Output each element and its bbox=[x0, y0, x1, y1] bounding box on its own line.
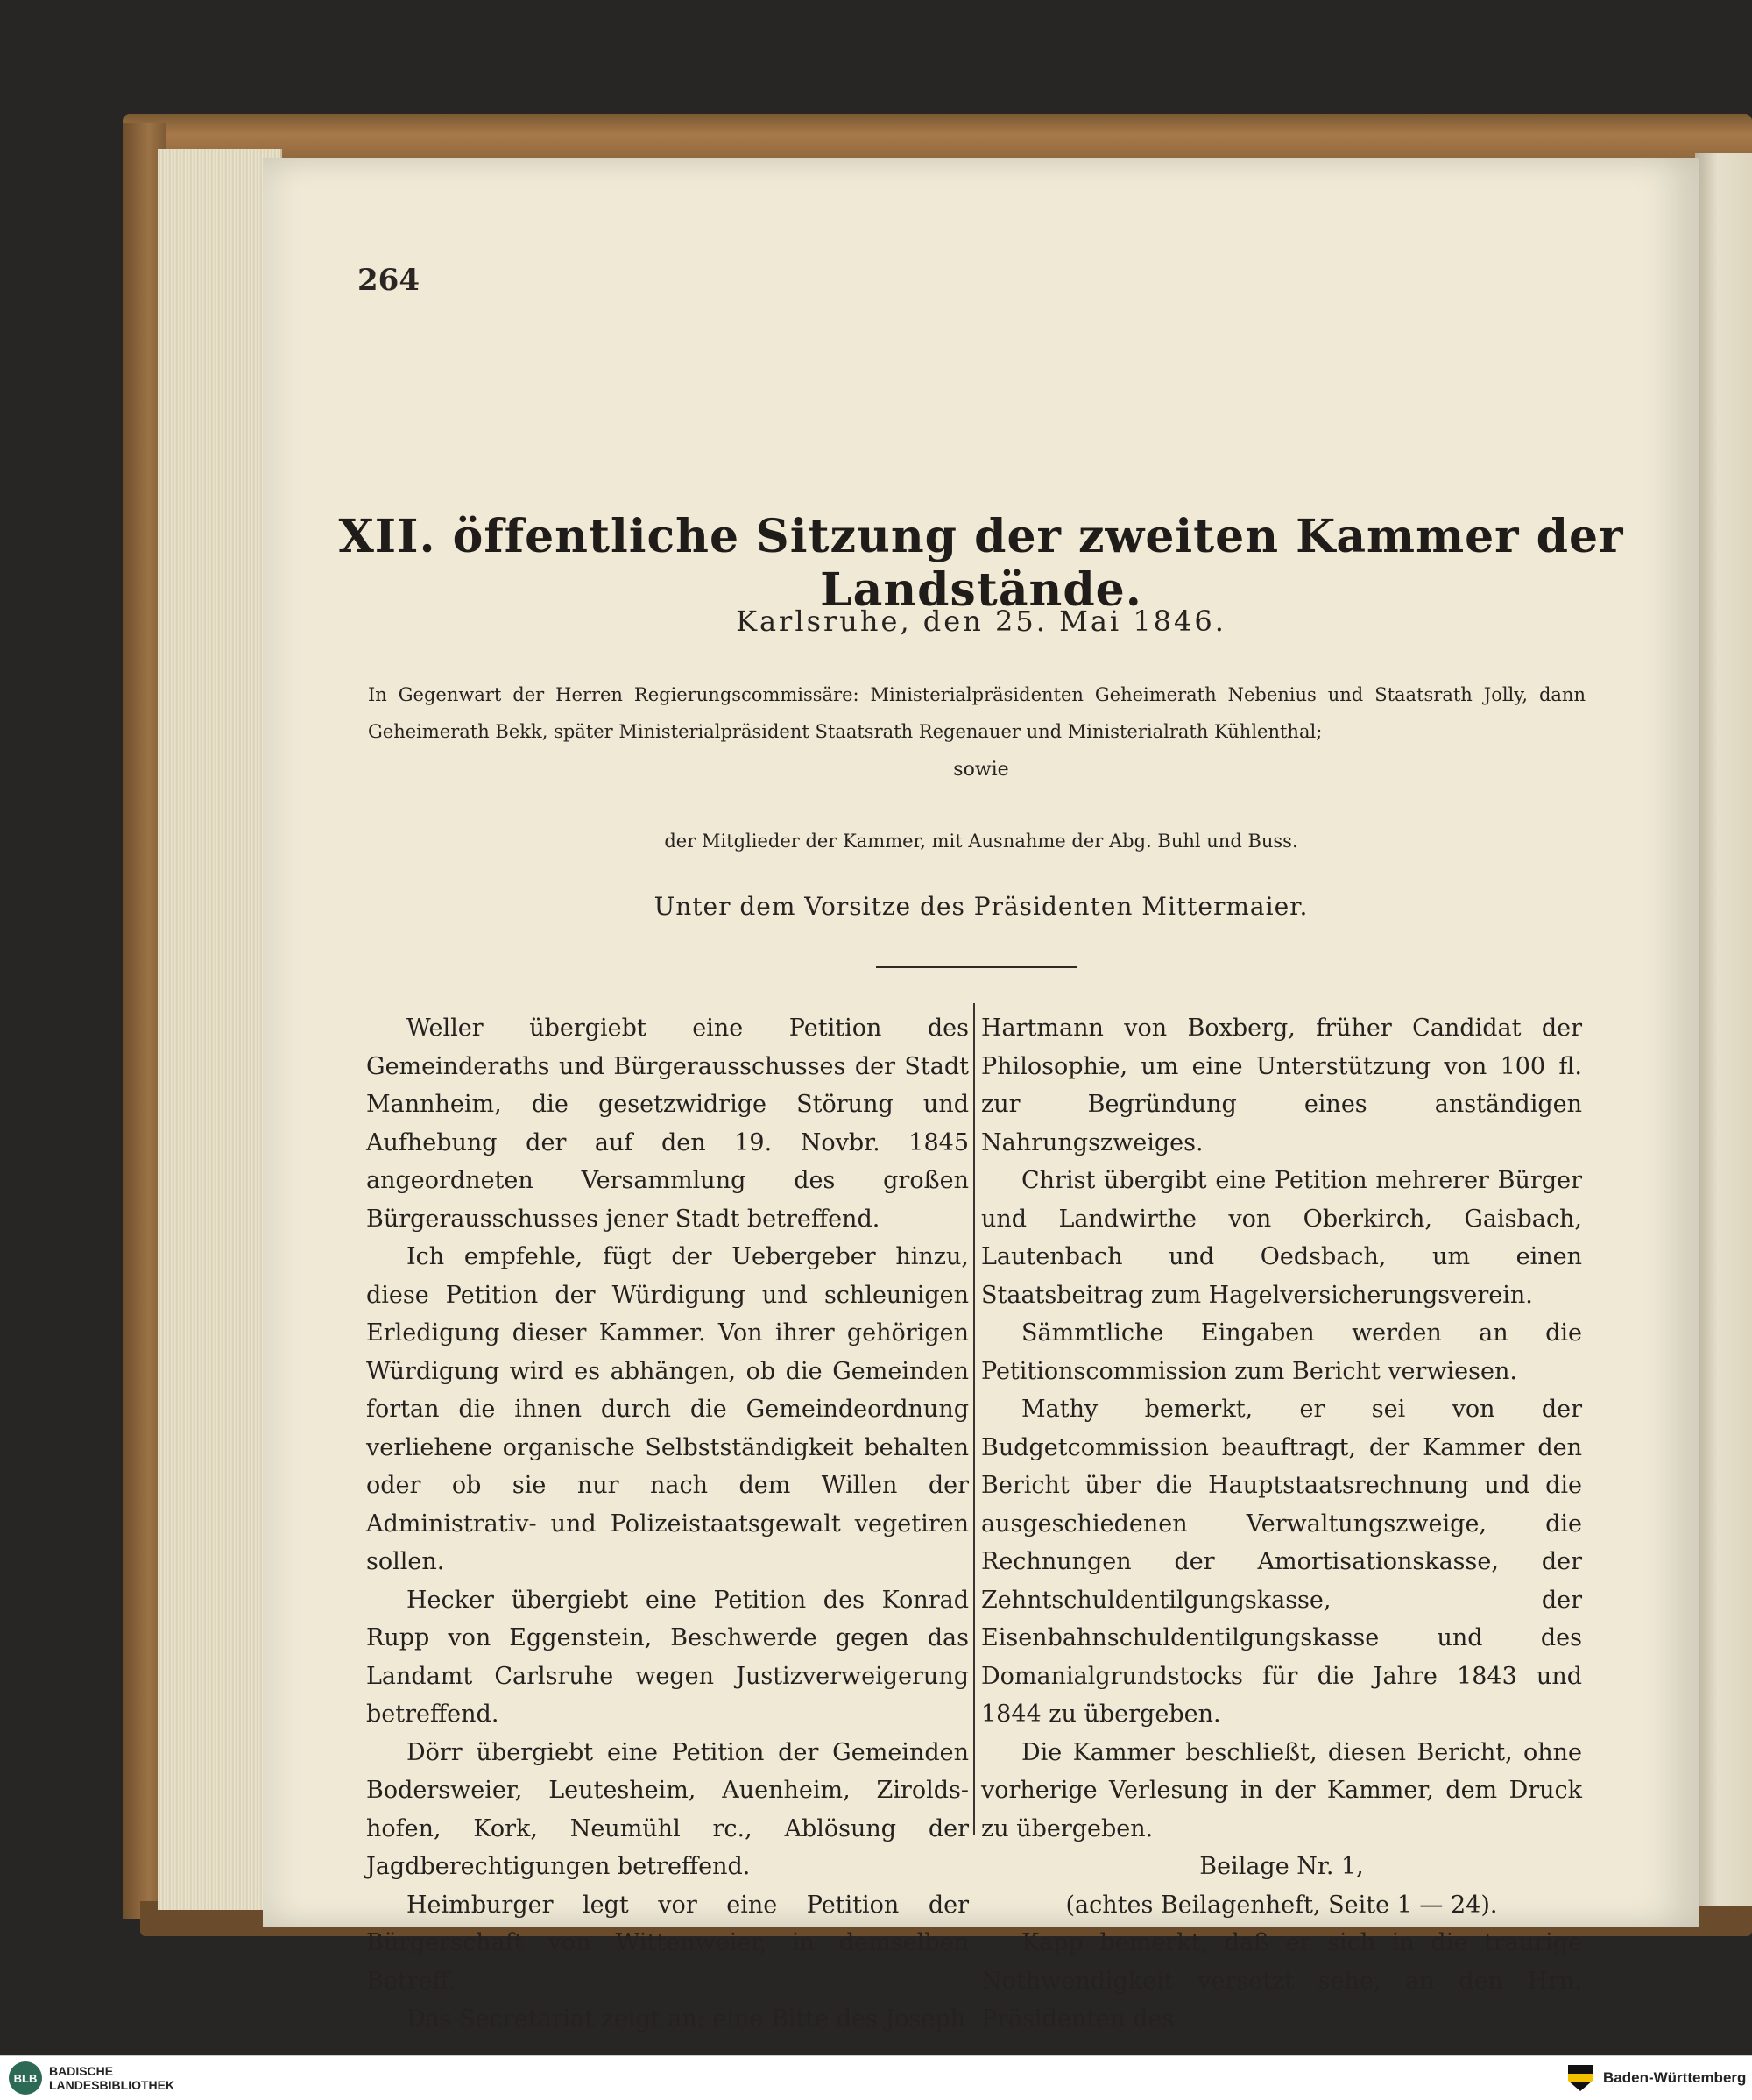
left-column bbox=[366, 1009, 969, 2039]
paragraph: Sämmtliche Eingaben werden an die Petitionscommission zum Bericht verwiesen. bbox=[981, 1319, 1582, 1385]
paragraph: (achtes Beilagenheft, Seite 1 — 24). bbox=[1065, 1891, 1498, 1919]
paragraph: Heimburger legt vor eine Petition der Bürgerschaft von Wittenweier, in demselben Betreff. bbox=[366, 1891, 969, 1995]
paragraph: Ich empfehle, fügt der Uebergeber hinzu, diese Petition der Würdigung und schleunigen Erledigung dieser Kammer. Von ihrer gehörigen Würdigung wird es abhängen, ob die Gemeinden fortan die ihnen durch die Gemeindeordnung verliehene organische Selbstständigkeit behalten oder ob sie nur nach dem Willen der Administrativ- und Polizeistaatsgewalt vegetiren sollen. bbox=[366, 1243, 969, 1575]
paragraph: Mathy bemerkt, er sei von der Budgetcommission beauftragt, der Kammer den Bericht über die Hauptstaatsrechnung und die ausgeschiedenen Verwaltungszweige, die Rechnungen der Amortisationskasse, der Zehntschuldentilgungskasse, der Eisenbahnschuldentilgungskasse und des Domanialgrundstocks für die Jahre 1843 und 1844 zu übergeben. bbox=[981, 1396, 1582, 1728]
paragraph: Christ übergibt eine Petition mehrerer Bürger und Landwirthe von Oberkirch, Gaisbach, Lautenbach und Oedsbach, um einen Staatsbeitrag zum Hagelversicherungsverein. bbox=[981, 1167, 1582, 1309]
footer-bar bbox=[0, 2055, 1752, 2100]
state-name: Baden-Württemberg bbox=[1603, 2069, 1747, 2086]
members-line: der Mitglieder der Kammer, mit Ausnahme der Abg. Buhl und Buss. bbox=[664, 831, 1298, 852]
dateline: Karlsruhe, den 25. Mai 1846. bbox=[736, 605, 1226, 638]
paragraph: Hartmann von Boxberg, früher Candidat der Philosophie, um eine Unterstützung von 100 fl. zur Begründung eines anständigen Nahrungszweiges. bbox=[981, 1015, 1582, 1156]
sowie-line: sowie bbox=[953, 759, 1009, 781]
paragraph: Das Secretariat zeigt an: eine Bitte des Joseph bbox=[406, 2005, 965, 2033]
paragraph: Hecker übergiebt eine Petition des Konrad Rupp von Eggenstein, Beschwerde gegen das Landamt Carlsruhe wegen Justizverweigerung betreffend. bbox=[366, 1586, 969, 1728]
library-name[interactable] bbox=[49, 2064, 174, 2092]
coat-of-arms-icon bbox=[1568, 2065, 1593, 2091]
column-divider bbox=[973, 1003, 975, 1835]
facing-page-edge bbox=[1695, 153, 1752, 1906]
paragraph: Dörr übergiebt eine Petition der Gemeinden Bodersweier, Leutesheim, Auenheim, Zirolds-hofen, Kork, Neumühl rc., Ablösung der Jagdberechtigungen betreffend. bbox=[366, 1738, 969, 1880]
paragraph: Kapp bemerkt, daß er sich in die traurige Nothwendigkeit versetzt sehe, an den Hrn. Präsidenten des bbox=[981, 1929, 1582, 2033]
blb-logo-icon[interactable]: BLB bbox=[9, 2061, 42, 2095]
page-title: XII. öffentliche Sitzung der zweiten Kammer der Landstände. bbox=[338, 510, 1624, 617]
library-name-line1: BADISCHE bbox=[49, 2064, 114, 2078]
page-number: 264 bbox=[357, 263, 420, 298]
section-divider bbox=[876, 966, 1077, 968]
chair-line: Unter dem Vorsitze des Präsidenten Mittermaier. bbox=[653, 892, 1309, 921]
paragraph: Weller übergiebt eine Petition des Gemeinderaths und Bürgerausschusses der Stadt Mannheim, die gesetzwidrige Störung und Aufhebung der auf den 19. Novbr. 1845 angeordneten Versammlung des großen Bürgerausschusses jener Stadt betreffend. bbox=[366, 1015, 969, 1233]
paragraph: Beilage Nr. 1, bbox=[1199, 1853, 1364, 1880]
presence-paragraph: In Gegenwart der Herren Regierungscommissäre: Ministerialpräsidenten Geheimerath Nebenius und Staatsrath Jolly, dann Geheimerath Bekk, später Ministerialpräsident Staatsrath Regenauer und Ministerialrath Kühlenthal; bbox=[368, 684, 1586, 742]
library-name-line2: LANDESBIBLIOTHEK bbox=[49, 2078, 175, 2092]
paragraph: Die Kammer beschließt, diesen Bericht, ohne vorherige Verlesung in der Kammer, dem Druck zu übergeben. bbox=[981, 1738, 1582, 1842]
right-column bbox=[981, 1009, 1582, 2039]
